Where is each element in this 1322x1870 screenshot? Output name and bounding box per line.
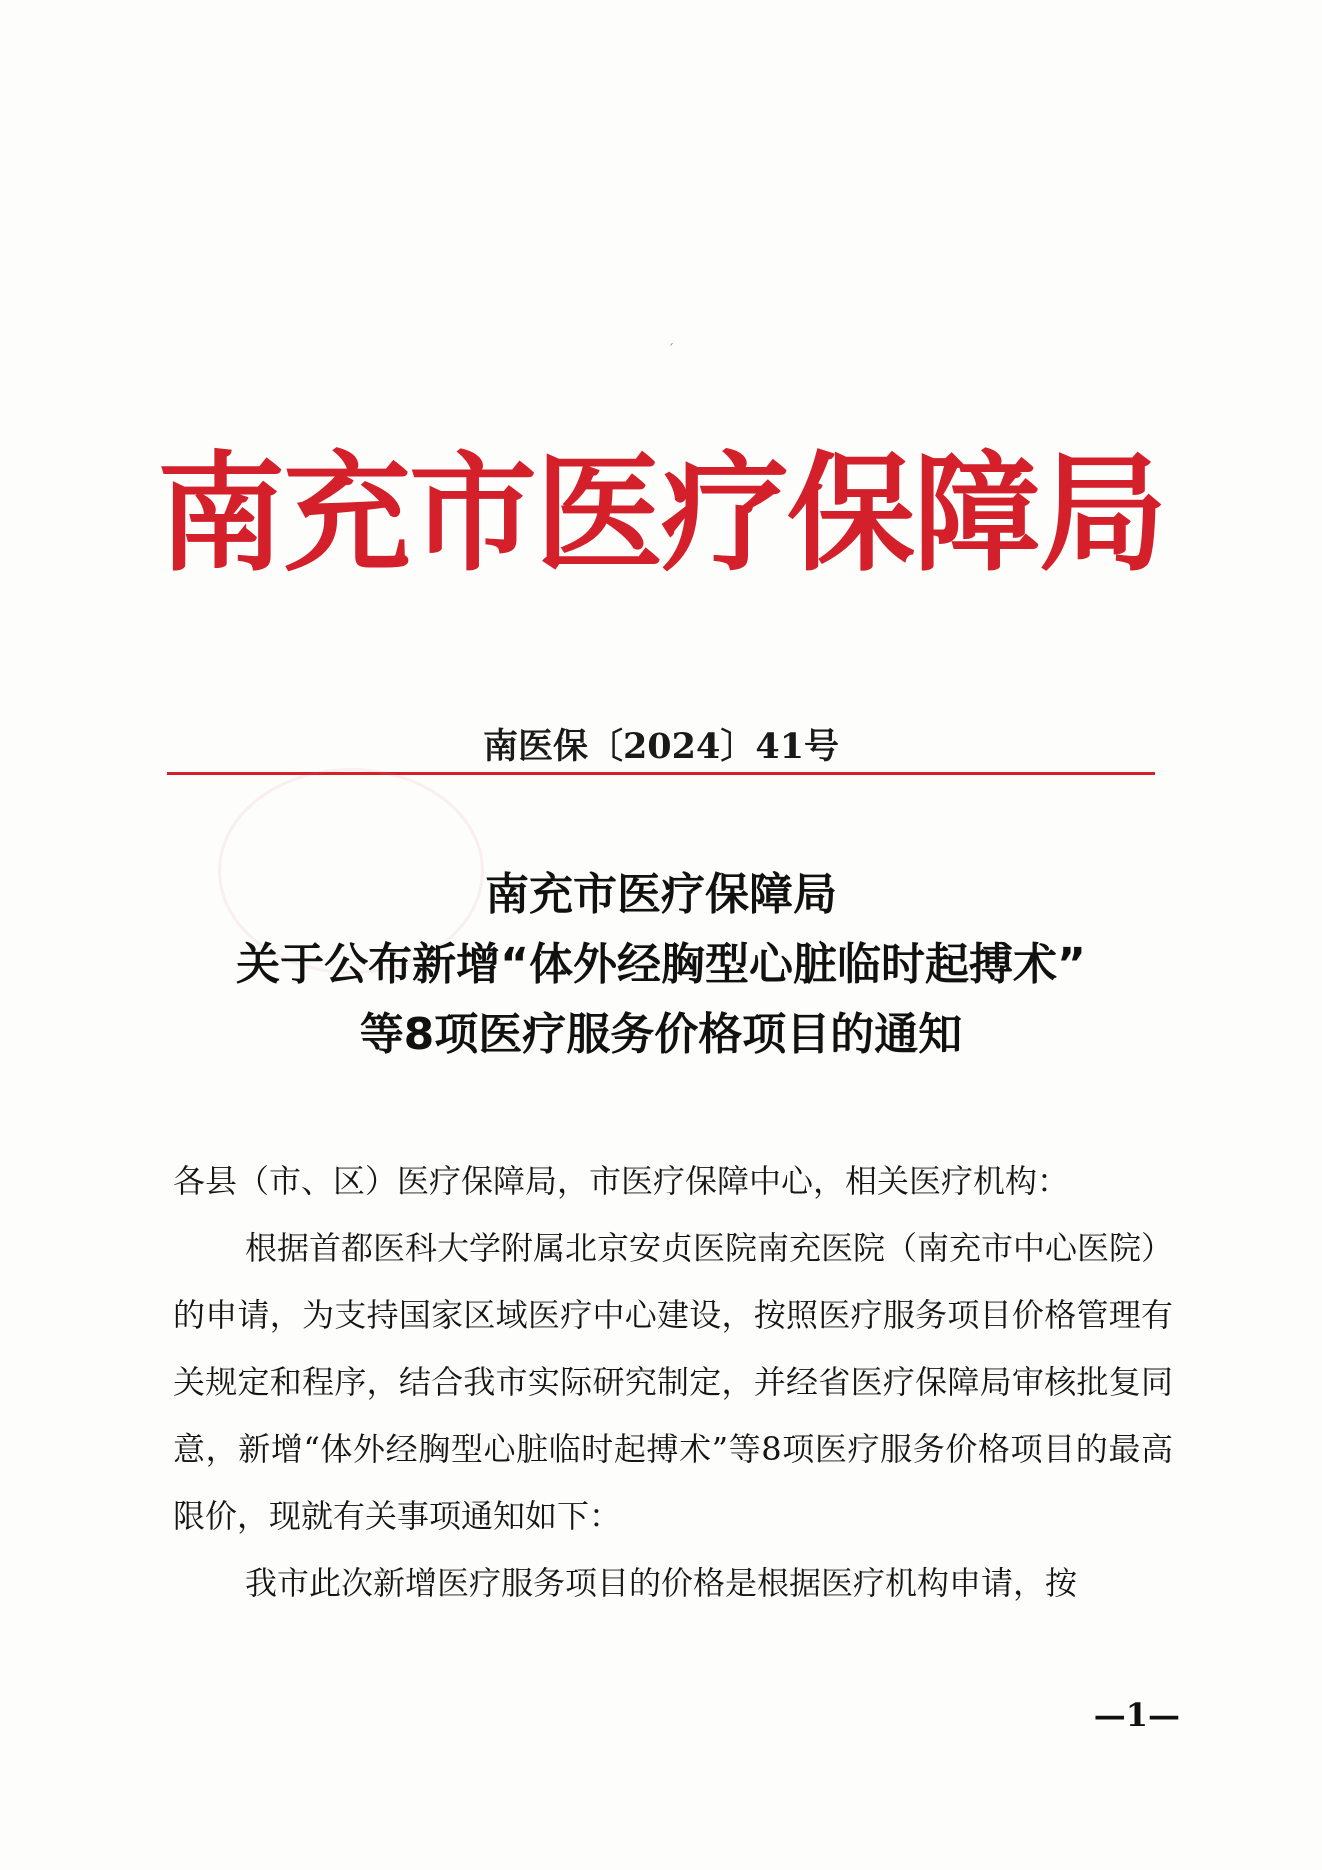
- title-line-2: 关于公布新增“体外经胸型心脏临时起搏术”: [236, 939, 1086, 990]
- scan-speck: ˊ: [668, 342, 674, 356]
- page-number: —1—: [1093, 1696, 1180, 1734]
- body-paragraph-1: 根据首都医科大学附属北京安贞医院南充医院（南充市中心医院）的申请，为支持国家区域医疗中心建设，按照医疗服务项目价格管理有关规定和程序，结合我市实际研究制定，并经省医疗保障局审核批复同意，新增“体外经胸型心脏临时起搏术”等8项医疗服务价格项目的最高限价，现就有关事项通知如下：: [173, 1229, 1174, 1535]
- document-title: [130, 860, 1192, 1070]
- letterhead-org-name: 南充市医疗保障局: [156, 440, 1165, 589]
- title-line-3: 等8项医疗服务价格项目的通知: [359, 1009, 963, 1060]
- document-body: [173, 1148, 1173, 1617]
- title-line-1: 南充市医疗保障局: [485, 869, 837, 920]
- document-number: 南医保〔2024〕41号: [482, 726, 840, 767]
- salutation: 各县（市、区）医疗保障局，市医疗保障中心，相关医疗机构：: [173, 1162, 1070, 1200]
- body-paragraph-2: 我市此次新增医疗服务项目的价格是根据医疗机构申请，按: [245, 1564, 1078, 1602]
